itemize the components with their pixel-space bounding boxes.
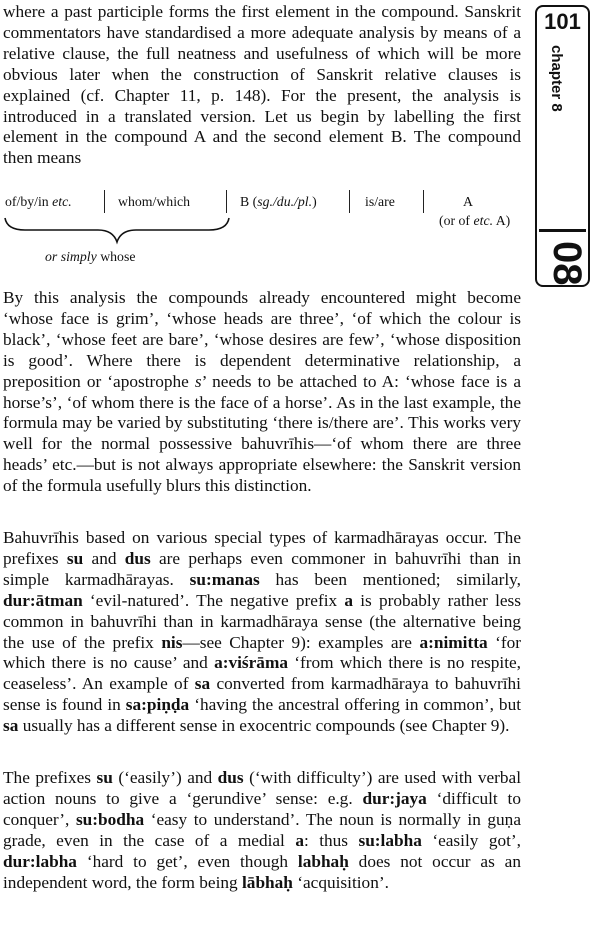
chapter-number: 08 [545, 241, 589, 286]
text-run: are perhaps even commoner in bahuvrīhi than in simple karmadhārayas. [3, 548, 522, 589]
text-run: whom/which [118, 194, 191, 209]
text-run: sa:piṇḍa [125, 695, 190, 715]
text-run: and [83, 548, 125, 568]
tab-divider [539, 229, 586, 232]
text-run: dur:labha [3, 851, 77, 871]
brace-caption [45, 249, 135, 265]
text-run: nis [161, 632, 183, 652]
text-run: or simply [45, 249, 97, 264]
chapter-tab [535, 5, 590, 287]
text-run: ‘from which there is no respite, ceaseless’. An example of [3, 653, 521, 694]
text-run: su:manas [189, 569, 260, 589]
text-run: ‘easy to understand’. The noun is normally in guṇa grade, even in the case of a medial [3, 809, 521, 850]
text-run: converted from karmadhāraya to bahuvrīhi sense is found in [3, 674, 521, 715]
text-run: ‘for which there is no cause’ and [3, 632, 521, 673]
text-run: By this analysis the compounds already encountered might become ‘whose face is grim’, ‘whose heads are three’, ‘of which the colour is black’, ‘whose feet are bare’, ‘whose desires are few’, ‘whose disposition is good’. Where there is dependent determinative relationship, a preposition or ‘apostrophe [3, 288, 521, 391]
text-run: (‘with difficulty’) are used with verbal action nouns to give a ‘gerundive’ sense: e.g. [3, 768, 521, 808]
text-run: a:nimitta [419, 632, 488, 652]
text-run: usually has a different sense in exocentric compounds (see Chapter 9). [18, 716, 510, 736]
paragraph-1 [3, 2, 521, 169]
formula-cell-a [463, 194, 473, 210]
text-run: su:labha [358, 830, 422, 850]
text-run: Bahuvrīhis based on various special types of karmadhārayas occur. The prefixes [3, 528, 521, 568]
text-run: a [295, 830, 304, 850]
formula-cell-b [240, 194, 317, 210]
formula-cell-a-alt [439, 213, 510, 229]
paragraph-3 [3, 528, 521, 737]
text-run: sa [194, 674, 211, 694]
text-run: is/are [365, 194, 395, 209]
text-run: (or of [439, 213, 474, 228]
text-run: A) [493, 213, 511, 228]
text-run: ‘hard to get’, even though [76, 851, 298, 871]
grouping-brace [3, 186, 233, 248]
formula-divider [349, 190, 350, 213]
text-run: ’ needs to be attached to A: ‘whose face is a horse’s’, ‘of whom there is the face of a horse’. As in the last example, the formula may be varied by substituting ‘there is/there are’. This works very well for the normal possessive bahuvrīhis—‘of whom there are three heads’ etc.—but is not always appropriate elsewhere: the Sanskrit version of the formula usefully blurs this distinction. [3, 371, 521, 496]
text-run: a:viśrāma [214, 653, 288, 673]
text-run: etc. [473, 213, 494, 228]
text-run: has been mentioned; similarly, [259, 569, 521, 589]
text-run: The prefixes [3, 768, 97, 787]
text-run: etc. [52, 194, 72, 209]
text-run: sa [3, 716, 19, 736]
paragraph-2 [3, 288, 521, 497]
text-run: su [66, 548, 84, 568]
text-run: B ( [240, 194, 258, 209]
text-run: —see Chapter 9): examples are [182, 632, 420, 652]
text-run: ‘easily got’, [421, 830, 521, 850]
paragraph-4 [3, 768, 521, 893]
page-number: 101 [544, 9, 581, 34]
text-run: ‘acquisition’. [292, 872, 389, 892]
text-run: a [344, 590, 354, 610]
text-run: ‘evil-natured’. The negative prefix [82, 590, 345, 610]
text-run: dur:ātman [3, 590, 83, 610]
text-run: (‘easily’) and [112, 768, 218, 787]
text-run: labhaḥ [297, 851, 349, 871]
text-run: dus [124, 548, 151, 568]
text-run: su:bodha [75, 809, 145, 829]
text-run: ‘difficult to conquer’, [3, 788, 521, 829]
text-run: is probably rather less common in bahuvrīhi than in karmadhāraya sense (the alternative being the use of the prefix [3, 590, 521, 652]
text-run: ‘having the ancestral offering in common’, but [189, 695, 522, 715]
text-run: of/by/in [5, 194, 53, 209]
text-run: A [463, 194, 473, 209]
text-run: s [194, 371, 202, 391]
text-run: dus [217, 768, 244, 787]
text-run: ) [312, 194, 317, 209]
text-run: lābhaḥ [242, 872, 293, 892]
text-run: sg./du./pl. [257, 194, 313, 209]
chapter-label: chapter 8 [548, 45, 565, 112]
text-run: does not occur as an independent word, the form being [3, 851, 521, 892]
text-run: : thus [303, 830, 359, 850]
text-run: whose [96, 249, 136, 264]
analysis-formula [3, 186, 523, 276]
formula-cell-copula [365, 194, 395, 210]
text-run: dur:jaya [362, 788, 427, 808]
text-run: su [96, 768, 113, 787]
text-run: where a past participle forms the first element in the compound. Sanskrit commentators have standardised a more adequate analysis by means of a relative clause, the full neatness and usefulness of which will be more obvious later when the construction of Sanskrit relative clauses is explained (cf. Chapter 11, p. 148). For the present, the analysis is introduced in a translated version. Let us begin by labelling the first element in the compound A and the second element B. The compound then means [3, 2, 521, 168]
formula-divider [423, 190, 424, 213]
